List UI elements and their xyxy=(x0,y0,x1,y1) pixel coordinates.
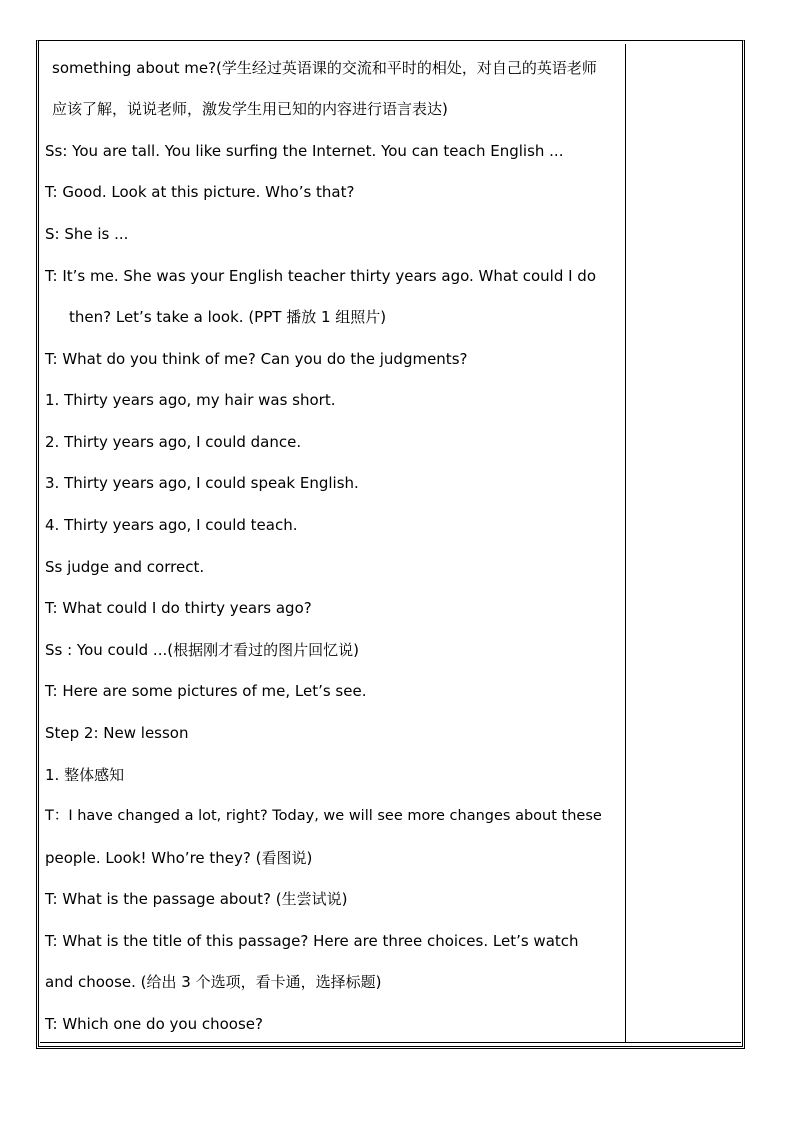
text-line: T: Good. Look at this picture. Who’s that? xyxy=(45,183,355,201)
sub-heading: 1. 整体感知 xyxy=(45,766,125,784)
section-heading: Step 2: New lesson xyxy=(45,724,189,742)
text-line: 1. Thirty years ago, my hair was short. xyxy=(45,391,336,409)
text-line: T: What is the passage about? (生尝试说) xyxy=(45,890,348,908)
text-line: T：I have changed a lot, right? Today, we will see more changes about these xyxy=(45,808,602,824)
text-line: Ss judge and correct. xyxy=(45,558,205,576)
text-line: something about me?(学生经过英语课的交流和平时的相处，对自己的英语老师 xyxy=(52,59,597,77)
table-bottom-rule xyxy=(40,1042,741,1043)
text-line: T: What could I do thirty years ago? xyxy=(45,599,312,617)
text-line: and choose. (给出 3 个选项，看卡通，选择标题) xyxy=(45,973,382,991)
text-line: 应该了解，说说老师，激发学生用已知的内容进行语言表达) xyxy=(52,100,448,118)
text-line: people. Look! Who’re they? (看图说) xyxy=(45,849,313,867)
text-line: then? Let’s take a look. (PPT 播放 1 组照片) xyxy=(69,308,387,326)
text-line: 4. Thirty years ago, I could teach. xyxy=(45,516,298,534)
text-line: 2. Thirty years ago, I could dance. xyxy=(45,433,302,451)
text-line: Ss: You are tall. You like surfing the Internet. You can teach English ... xyxy=(45,142,564,160)
text-line: T: Which one do you choose? xyxy=(45,1015,263,1033)
column-divider xyxy=(625,44,626,1042)
text-line: T: Here are some pictures of me, Let’s see. xyxy=(45,682,367,700)
text-line: 3. Thirty years ago, I could speak English. xyxy=(45,474,359,492)
text-line: T: It’s me. She was your English teacher thirty years ago. What could I do xyxy=(45,267,597,285)
text-line: S: She is ... xyxy=(45,225,129,243)
text-line: T: What is the title of this passage? Here are three choices. Let’s watch xyxy=(45,932,579,950)
text-line: Ss : You could ...(根据刚才看过的图片回忆说) xyxy=(45,641,359,659)
text-line: T: What do you think of me? Can you do the judgments? xyxy=(45,350,468,368)
